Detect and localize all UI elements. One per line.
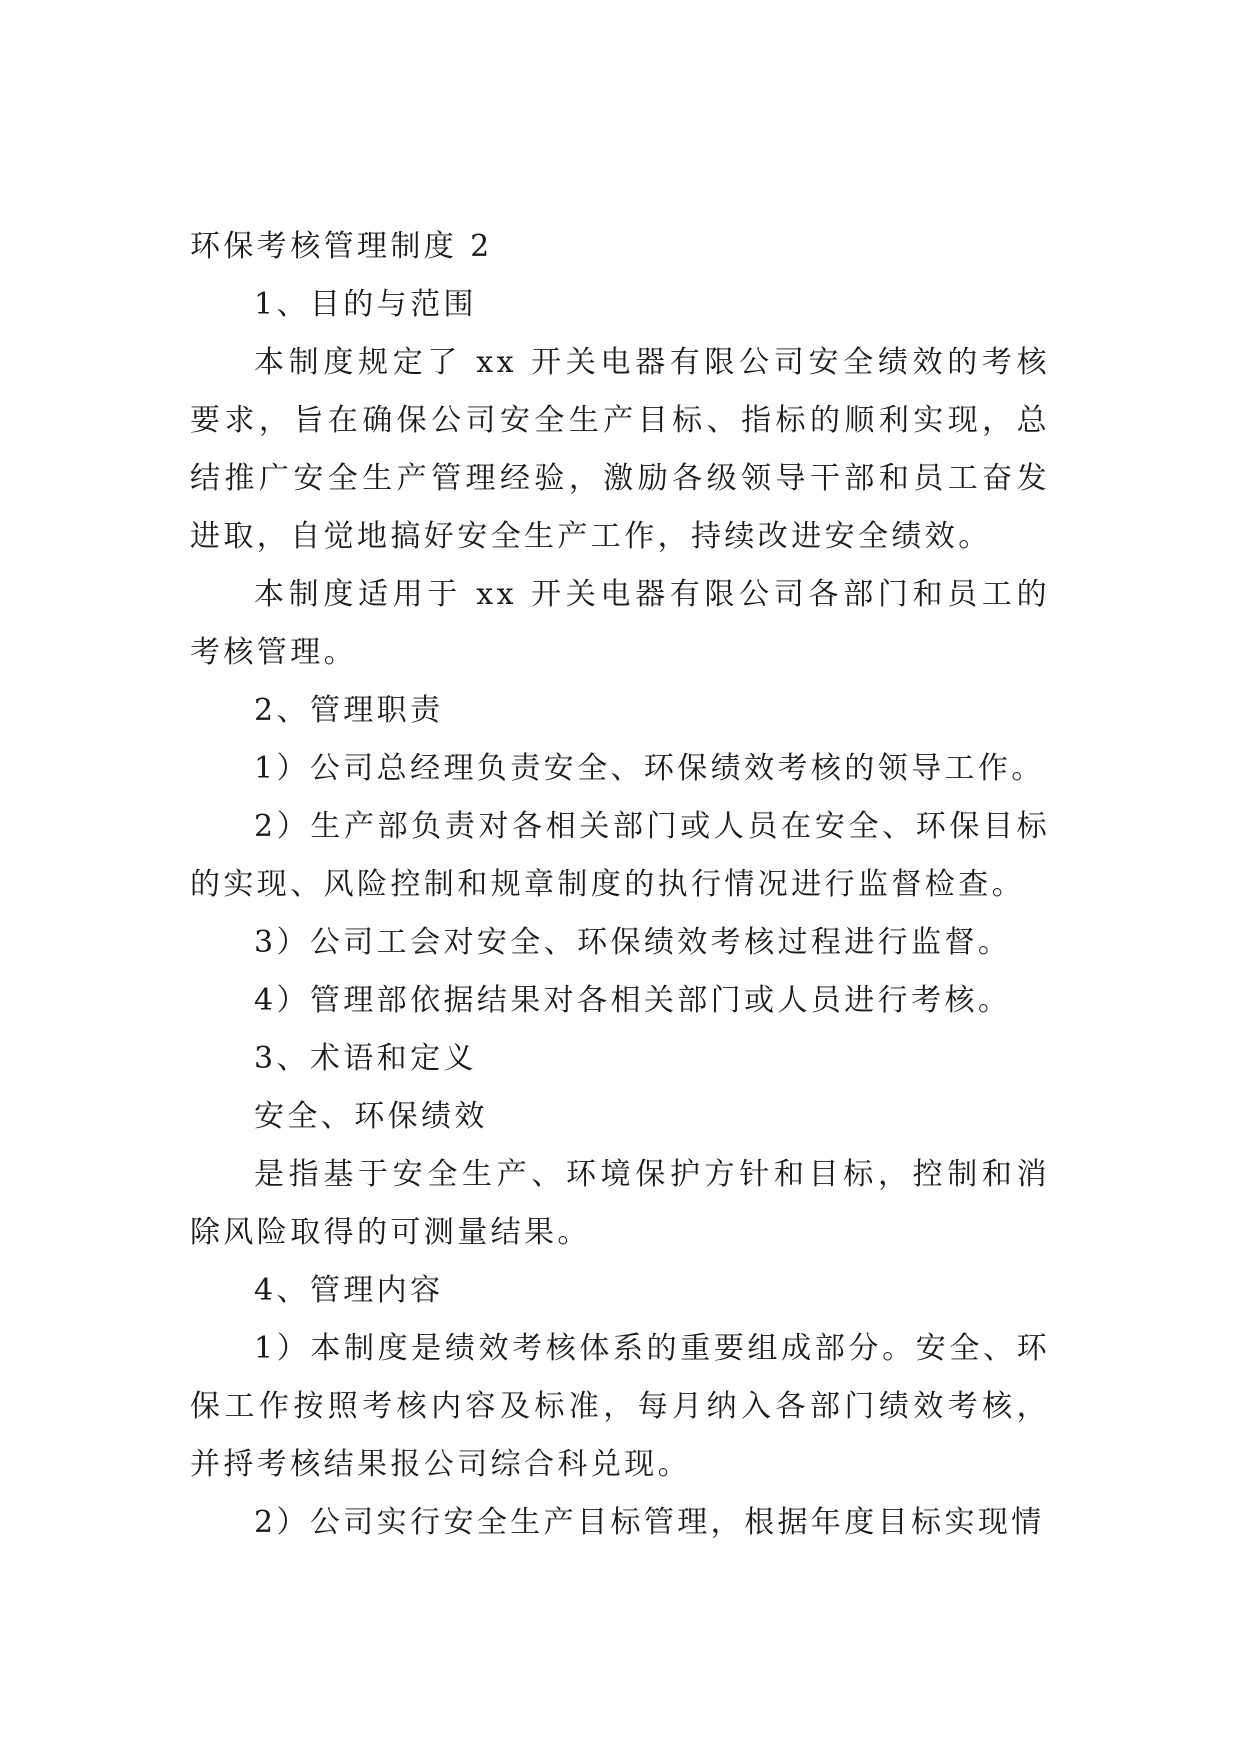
- term-name: 安全、环保绩效: [254, 1099, 488, 1134]
- document-body: [190, 218, 1050, 1552]
- section-heading-terms: 3、术语和定义: [254, 1041, 477, 1076]
- list-item-responsibility-2: 2）生产部负责对各相关部门或人员在安全、环保目标的实现、风险控制和规章制度的执行情况进行监督检查。: [190, 809, 1050, 902]
- term-definition: 是指基于安全生产、环境保护方针和目标，控制和消除风险取得的可测量结果。: [190, 1157, 1050, 1250]
- paragraph-purpose: 本制度规定了 xx 开关电器有限公司安全绩效的考核要求，旨在确保公司安全生产目标、指标的顺利实现，总结推广安全生产管理经验，激励各级领导干部和员工奋发进取，自觉地搞好安全生产工作，持续改进安全绩效。: [190, 345, 1050, 554]
- list-item-responsibility-3: 3）公司工会对安全、环保绩效考核过程进行监督。: [254, 925, 1012, 960]
- list-item-responsibility-1: 1）公司总经理负责安全、环保绩效考核的领导工作。: [254, 751, 1045, 786]
- section-heading-purpose: 1、目的与范围: [254, 287, 477, 322]
- section-heading-responsibilities: 2、管理职责: [254, 693, 444, 728]
- document-title: 环保考核管理制度 2: [190, 229, 493, 264]
- list-item-content-1: 1）本制度是绩效考核体系的重要组成部分。安全、环保工作按照考核内容及标准，每月纳入各部门绩效考核，并捋考核结果报公司综合科兑现。: [190, 1331, 1050, 1482]
- section-heading-content: 4、管理内容: [254, 1273, 444, 1308]
- paragraph-scope: 本制度适用于 xx 开关电器有限公司各部门和员工的考核管理。: [190, 577, 1050, 670]
- list-item-responsibility-4: 4）管理部依据结果对各相关部门或人员进行考核。: [254, 983, 1012, 1018]
- list-item-content-2: 2）公司实行安全生产目标管理，根据年度目标实现情: [254, 1505, 1045, 1540]
